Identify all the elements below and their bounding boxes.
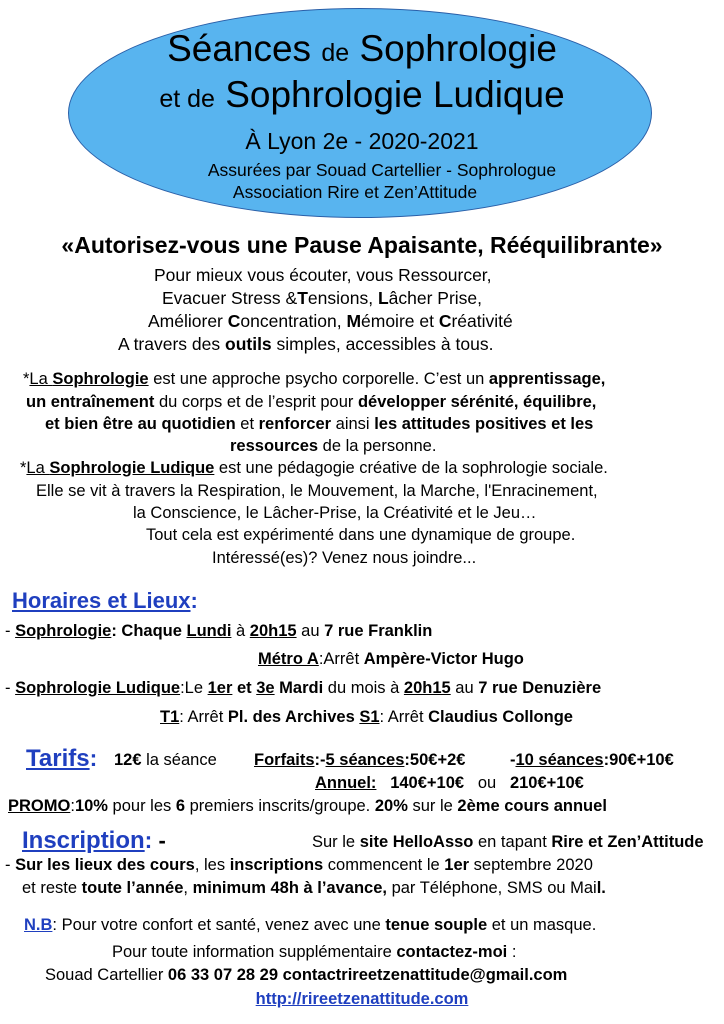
nb-line: N.B: Pour votre confort et santé, venez avec une tenue souple et un masque. xyxy=(24,916,597,934)
phone-number[interactable]: 06 33 07 28 29 xyxy=(167,966,279,984)
ludique-line-3: la Conscience, le Lâcher-Prise, la Créativité et le Jeu… xyxy=(133,504,537,522)
horaires-tram: T1: Arrêt Pl. des Archives S1: Arrêt Claudius Collonge xyxy=(160,708,573,726)
sophro-line-2: un entraînement du corps et de l’esprit pour développer sérénité, équilibre, xyxy=(26,393,597,411)
horaires-heading: Horaires et Lieux: xyxy=(12,588,198,613)
sophro-line-1: *La Sophrologie est une approche psycho corporelle. C’est un apprentissage, xyxy=(23,370,606,388)
email-address[interactable]: contactrireetzenattitude@gmail.com xyxy=(278,966,568,984)
contact-details: Souad Cartellier 06 33 07 28 29 contactrireetzenattitude@gmail.com xyxy=(45,966,568,984)
horaires-sophro: - Sophrologie: Chaque Lundi à 20h15 au 7 rue Franklin xyxy=(5,622,433,640)
presenter: Assurées par Souad Cartellier - Sophrologue xyxy=(207,160,557,180)
contact-intro: Pour toute information supplémentaire contactez-moi : xyxy=(112,943,517,961)
association: Association Rire et Zen’Attitude xyxy=(232,182,478,202)
ludique-line-1: *La Sophrologie Ludique est une pédagogie créative de la sophrologie sociale. xyxy=(20,459,608,477)
tarifs-forfait-10: -10 séances:90€+10€ xyxy=(510,751,674,769)
tarifs-line-1: 12€ la séance xyxy=(114,751,217,769)
tagline: «Autorisez-vous une Pause Apaisante, Rééquilibrante» xyxy=(61,232,663,258)
ludique-line-2: Elle se vit à travers la Respiration, le Mouvement, la Marche, l'Enracinement, xyxy=(36,482,598,500)
ludique-line-5: Intéressé(es)? Venez nous joindre... xyxy=(212,549,477,567)
horaires-metro: Métro A:Arrêt Ampère-Victor Hugo xyxy=(258,650,524,668)
inscription-heading: Inscription: - xyxy=(22,827,166,854)
intro-line-2: Evacuer Stress &Tensions, Lâcher Prise, xyxy=(162,288,483,308)
tarifs-heading: Tarifs: xyxy=(26,745,98,772)
sophro-line-4: ressources de la personne. xyxy=(230,437,437,455)
intro-line-1: Pour mieux vous écouter, vous Ressourcer, xyxy=(154,265,492,285)
title-line-2: et de Sophrologie Ludique xyxy=(159,74,565,115)
intro-line-4: A travers des outils simples, accessibles à tous. xyxy=(118,334,494,354)
location-date: À Lyon 2e - 2020-2021 xyxy=(245,128,479,154)
inscription-onsite: - Sur les lieux des cours, les inscriptions commencent le 1er septembre 2020 xyxy=(5,856,593,874)
tarifs-annuel: Annuel: 140€+10€ ou 210€+10€ xyxy=(315,774,584,792)
title-line-1: Séances de Sophrologie xyxy=(167,28,557,69)
website-link[interactable]: http://rireetzenattitude.com xyxy=(255,990,469,1008)
tarifs-forfaits: Forfaits:-5 séances:50€+2€ xyxy=(254,751,466,769)
ludique-line-4: Tout cela est expérimenté dans une dynamique de groupe. xyxy=(146,526,576,544)
inscription-period: et reste toute l’année, minimum 48h à l’avance, par Téléphone, SMS ou Mail. xyxy=(22,879,606,897)
horaires-ludique: - Sophrologie Ludique:Le 1er et 3e Mardi du mois à 20h15 au 7 rue Denuzière xyxy=(5,679,602,697)
inscription-online: Sur le site HelloAsso en tapant Rire et Zen’Attitude xyxy=(312,833,704,851)
intro-line-3: Améliorer Concentration, Mémoire et Créativité xyxy=(148,311,513,331)
sophro-line-3: et bien être au quotidien et renforcer ainsi les attitudes positives et les xyxy=(45,415,594,433)
promo-line: PROMO:10% pour les 6 premiers inscrits/groupe. 20% sur le 2ème cours annuel xyxy=(8,797,607,815)
website-link-row xyxy=(0,990,724,1009)
